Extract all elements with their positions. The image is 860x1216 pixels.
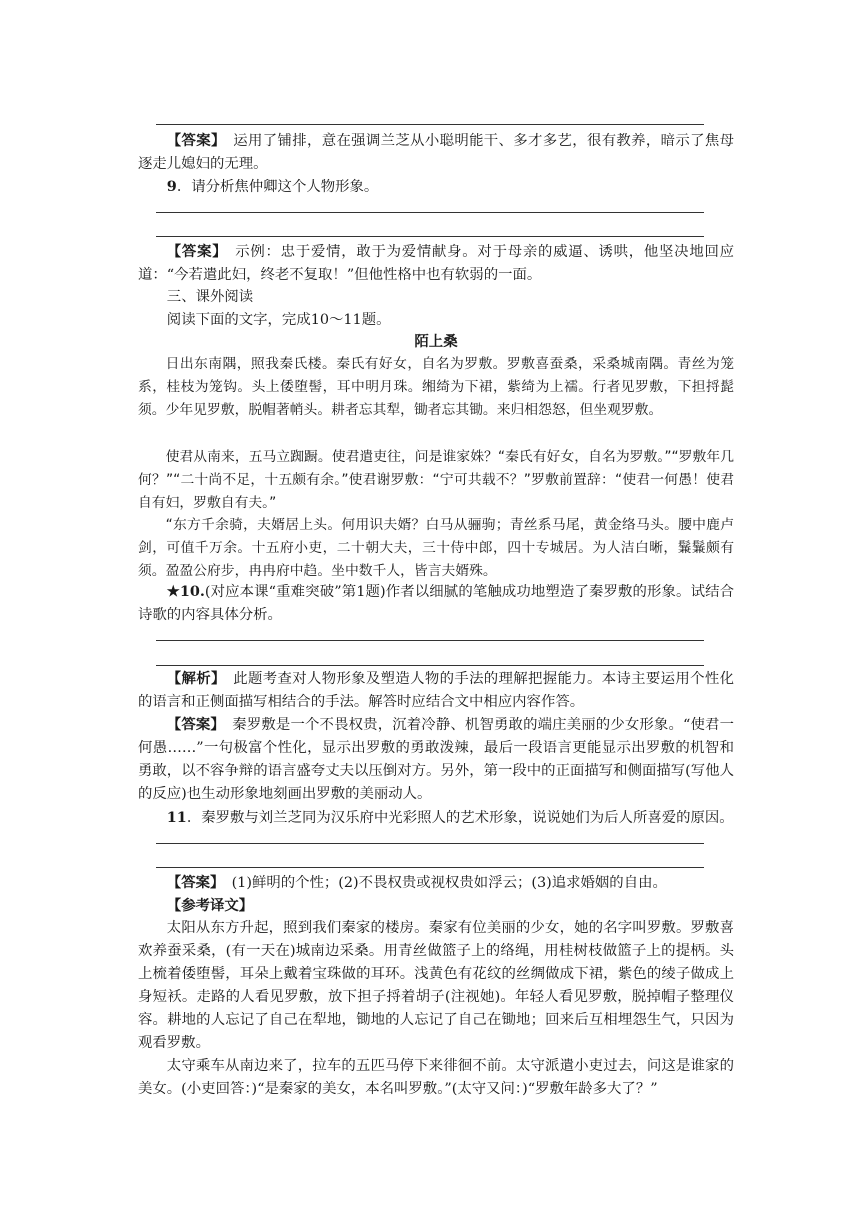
translation-paragraph-1: 太阳从东方升起，照到我们秦家的楼房。秦家有位美丽的少女，她的名字叫罗敷。罗敷喜欢养蚕采桑，(有一天在)城南边采桑。用青丝做篮子上的络绳，用桂树枝做篮子上的提柄。头上梳着倭堕髻，耳朵上戴着宝珠做的耳环。浅黄色有花纹的丝绸做成下裙，紫色的绫子做成上身短袄。走路的人看见罗敷，放下担子捋着胡子(注视她)。年轻人看见罗敷，脱掉帽子整理仪容。耕地的人忘记了自己在犁地，锄地的人忘记了自己在锄地；回来后互相埋怨生气，只因为观看罗敷。: [138, 920, 734, 1051]
q9-question: [138, 175, 734, 199]
translation-paragraph-2: 太守乘车从南边来了，拉车的五匹马停下来徘徊不前。太守派遣小吏过去，问这是谁家的美女。(小吏回答：)“是秦家的美女，本名叫罗敷。”(太守又问：)“罗敷年龄多大了？”: [138, 1058, 734, 1097]
analysis-tag: 【解析】: [166, 670, 219, 687]
q11-question: [138, 806, 734, 830]
answer-blank-line: [156, 640, 704, 641]
answer-text: 示例：忠于爱情，敢于为爱情献身。对于母亲的威逼、诱哄，他坚决地回应道：“今若遣此妇，终老不复取！”但他性格中也有软弱的一面。: [138, 244, 734, 283]
answer-tag: 【答案】: [166, 243, 221, 260]
section-heading: 三、课外阅读: [166, 289, 254, 305]
poem-stanza-2: 使君从南来，五马立踟蹰。使君遣吏往，问是谁家姝？“秦氏有好女，自名为罗敷。”“罗敷年几何？”“二十尚不足，十五颇有余。”使君谢罗敷：“宁可共载不？”罗敷前置辞：“使君一何愚！使君自有妇，罗敷自有夫。”: [138, 449, 734, 511]
question-text: ．请分析焦仲卿这个人物形象。: [176, 179, 379, 195]
question-number: ★10.: [166, 583, 205, 600]
answer-text: 秦罗敷是一个不畏权贵，沉着冷静、机智勇敢的端庄美丽的少女形象。“使君一何愚……”一句极富个性化，显示出罗敷的勇敢泼辣，最后一段语言更能显示出罗敷的机智和勇敢，以不容争辩的语言盛夸丈夫以压倒对方。另外，第一段中的正面描写和侧面描写(写他人的反应)也生动形象地刻画出罗敷的美丽动人。: [138, 717, 734, 802]
poem-title: 陌上桑: [414, 334, 458, 350]
answer-blank-line: [156, 665, 704, 666]
analysis-text: 此题考查对人物形象及塑造人物的手法的理解把握能力。本诗主要运用个性化的语言和正侧面描写相结合的手法。解答时应结合文中相应内容作答。: [138, 671, 734, 710]
answer-blank-line: [156, 212, 704, 213]
question-text: ．秦罗敷与刘兰芝同为汉乐府中光彩照人的艺术形象，说说她们为后人所喜爱的原因。: [186, 810, 734, 826]
q10-analysis: [138, 667, 734, 714]
answer-text: (1)鲜明的个性；(2)不畏权贵或视权贵如浮云；(3)追求婚姻的自由。: [217, 875, 667, 891]
answer-blank-line: [156, 124, 704, 125]
answer-tag: 【答案】: [166, 874, 218, 891]
poem-stanza-1: 日出东南隅，照我秦氏楼。秦氏有好女，自名为罗敷。罗敷喜蚕桑，采桑城南隅。青丝为笼系，桂枝为笼钩。头上倭堕髻，耳中明月珠。缃绮为下裙，紫绮为上襦。行者见罗敷，下担捋髭须。少年见罗敷，脱帽著帩头。耕者忘其犁，锄者忘其锄。来归相怨怒，但坐观罗敷。: [138, 356, 734, 418]
translation-heading: 【参考译文】: [166, 897, 254, 914]
question-text: (对应本课“重难突破”第1题)作者以细腻的笔触成功地塑造了秦罗敷的形象。试结合诗歌的内容具体分析。: [138, 584, 734, 623]
answer-tag: 【答案】: [166, 716, 218, 733]
q10-answer: [138, 713, 734, 806]
section-instruction: 阅读下面的文字，完成10～11题。: [166, 312, 391, 328]
q8-answer: [138, 129, 734, 176]
answer-text: 运用了铺排，意在强调兰芝从小聪明能干、多才多艺，很有教养，暗示了焦母逐走儿媳妇的无理。: [138, 133, 734, 172]
answer-blank-line: [156, 236, 704, 237]
answer-blank-line: [156, 867, 704, 868]
poem-stanza-3: “东方千余骑，夫婿居上头。何用识夫婿？白马从骊驹；青丝系马尾，黄金络马头。腰中鹿卢剑，可值千万余。十五府小吏，二十朝大夫，三十侍中郎，四十专城居。为人洁白晰，鬑鬑颇有须。盈盈公府步，冉冉府中趋。坐中数千人，皆言夫婿殊。: [138, 517, 734, 579]
q10-question: [138, 580, 734, 627]
q11-answer: [138, 871, 734, 895]
q9-answer: [138, 240, 734, 287]
answer-blank-line: [156, 843, 704, 844]
answer-tag: 【答案】: [166, 132, 219, 149]
question-number: 9: [166, 178, 177, 195]
question-number: 11: [166, 809, 187, 826]
